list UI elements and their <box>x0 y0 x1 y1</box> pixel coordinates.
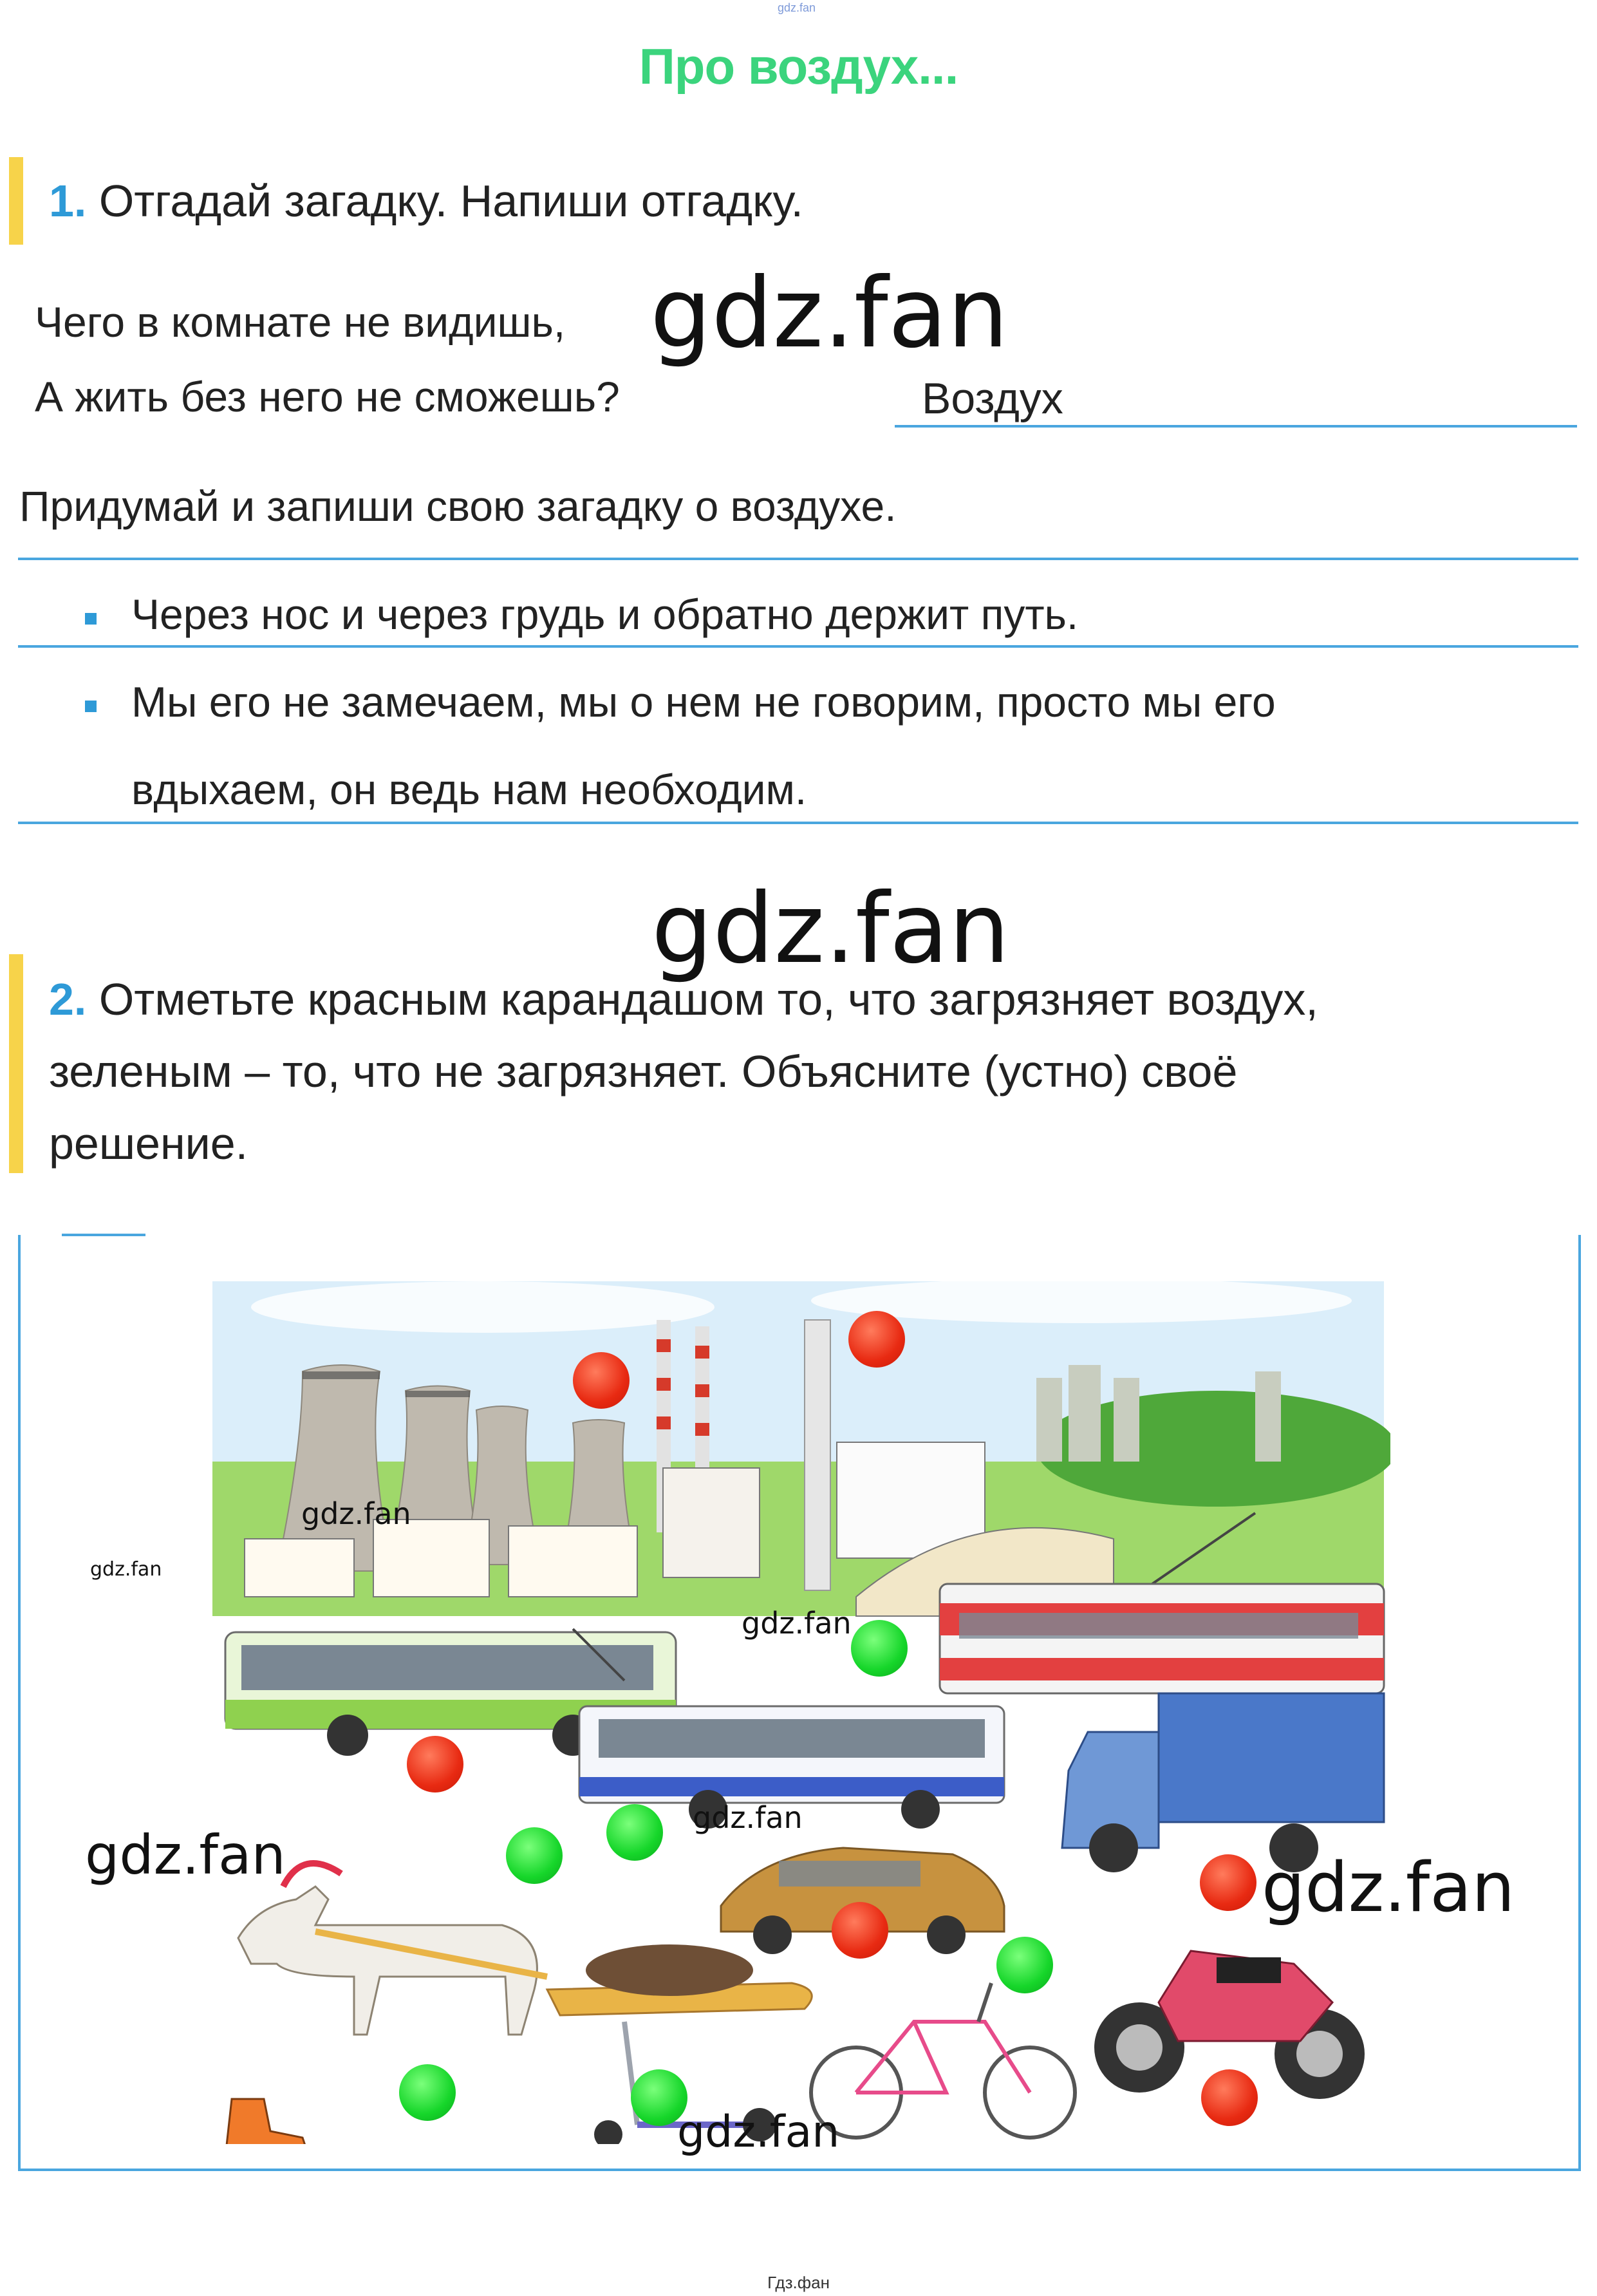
riddle-item-2: Мы его не замечаем, мы о нем не говорим, просто мы его <box>131 678 1276 726</box>
bullet-2 <box>85 701 97 712</box>
own-riddle-prompt: Придумай и запиши свою загадку о воздухе. <box>19 482 897 530</box>
frame-tick <box>62 1234 145 1236</box>
task2-number: 2. <box>49 974 87 1024</box>
writing-line-2 <box>18 645 1578 648</box>
watermark-small-3: gdz.fan <box>742 1606 852 1641</box>
task2-line-1 <box>49 963 1318 1035</box>
mark-green-horse[interactable] <box>506 1827 563 1884</box>
truck <box>1062 1693 1384 1872</box>
footer-watermark: Гдз.фан <box>767 2273 830 2292</box>
mark-red-factory[interactable] <box>573 1352 630 1409</box>
top-watermark: gdz.fan <box>778 1 816 14</box>
task1-number: 1. <box>49 176 87 226</box>
mark-green-trolleybus[interactable] <box>606 1804 663 1861</box>
watermark-large-2: gdz.fan <box>651 873 1010 985</box>
cloud <box>251 1281 714 1333</box>
watermark-large-1: gdz.fan <box>650 258 1009 370</box>
mark-red-truck[interactable] <box>1200 1854 1256 1911</box>
watermark-medium-2: gdz.fan <box>1262 1848 1515 1927</box>
watermark-small-2: gdz.fan <box>90 1558 162 1581</box>
task1-marker <box>9 157 23 245</box>
task2-text-1: Отметьте красным карандашом то, что загрязняет воздух, <box>98 974 1318 1024</box>
task2-line-3: решение. <box>49 1118 248 1169</box>
task1-instruction: Отгадай загадку. Напиши отгадку. <box>98 176 803 226</box>
riddle-line-1: Чего в комнате не видишь, <box>35 298 566 346</box>
writing-line-1 <box>18 558 1578 560</box>
bicycle <box>811 1983 1075 2138</box>
rollerskate <box>225 2099 309 2144</box>
watermark-small-5: gdz.fan <box>677 2107 840 2158</box>
page-title: Про воздух... <box>639 38 958 95</box>
riddle-line-2: А жить без него не сможешь? <box>35 373 620 420</box>
horse-sled <box>238 1863 812 2035</box>
task2-line-2: зеленым – то, что не загрязняет. Объясните (устно) своё <box>49 1046 1238 1096</box>
riddle-item-1: Через нос и через грудь и обратно держит путь. <box>131 590 1079 638</box>
watermark-medium-1: gdz.fan <box>85 1823 286 1887</box>
mark-green-bicycle[interactable] <box>996 1937 1053 1993</box>
writing-line-3 <box>18 822 1578 824</box>
task1-heading <box>49 165 803 237</box>
watermark-small-4: gdz.fan <box>693 1800 803 1835</box>
mark-red-trolleybus[interactable] <box>407 1736 463 1793</box>
watermark-small-1: gdz.fan <box>301 1496 411 1531</box>
mark-red-chimney[interactable] <box>848 1311 905 1368</box>
answer-line <box>895 425 1577 428</box>
riddle-answer: Воздух <box>922 374 1063 423</box>
bullet-1 <box>85 613 97 625</box>
mark-green-rollerskate[interactable] <box>399 2064 456 2121</box>
task2-marker <box>9 954 23 1173</box>
mark-green-tram[interactable] <box>851 1620 908 1677</box>
mark-red-motorcycle[interactable] <box>1201 2069 1258 2126</box>
pollution-illustration <box>212 1281 1390 2144</box>
mark-red-car[interactable] <box>832 1902 888 1959</box>
riddle-item-2-cont: вдыхаем, он ведь нам необходим. <box>131 766 807 813</box>
